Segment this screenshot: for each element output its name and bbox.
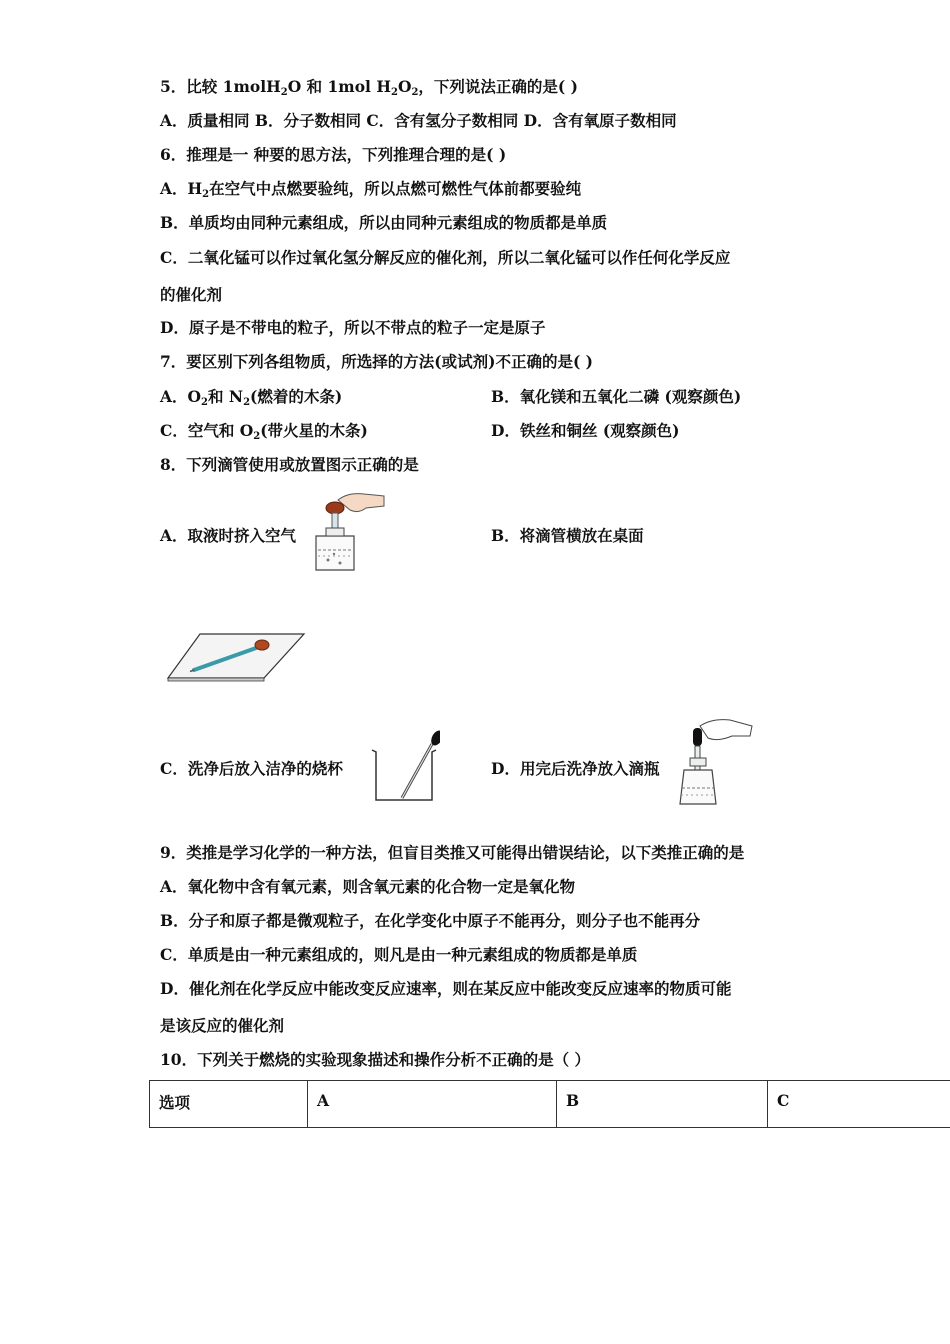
q9-option-b: B．分子和原子都是微观粒子，在化学变化中原子不能再分，则分子也不能再分 xyxy=(160,911,701,930)
q8-option-c: C．洗净后放入洁净的烧杯 xyxy=(160,759,343,778)
q9-option-a: A．氧化物中含有氧元素，则含氧元素的化合物一定是氧化物 xyxy=(160,877,576,896)
q5-stem: 5．比较 1molH$_2$O 和 1mol $H_2O_2$，下列说法正确的是( ) xyxy=(160,77,578,98)
q6-option-b: B．单质均由同种元素组成，所以由同种元素组成的物质都是单质 xyxy=(160,213,608,232)
table-header-option: 选项 xyxy=(150,1081,308,1128)
q7-option-d: D．铁丝和铜丝 (观察颜色) xyxy=(491,421,680,440)
table-header-c: C xyxy=(768,1081,950,1128)
table-row xyxy=(150,1081,950,1128)
q8-stem: 8．下列滴管使用或放置图示正确的是 xyxy=(160,455,419,474)
q10-options-table xyxy=(149,1080,950,1128)
q6-option-a: A．$H_2$在空气中点燃要验纯，所以点燃可燃性气体前都要验纯 xyxy=(160,179,582,200)
figure-d-dropper-into-bottle xyxy=(676,716,756,808)
q6-option-c-line1: C．二氧化锰可以作过氧化氢分解反应的催化剂，所以二氧化锰可以作任何化学反应 xyxy=(160,248,731,267)
q7-stem: 7．要区别下列各组物质，所选择的方法(或试剂)不正确的是( ) xyxy=(160,352,594,371)
q10-stem: 10．下列关于燃烧的实验现象描述和操作分析不正确的是（ ） xyxy=(160,1050,590,1069)
q9-option-d-line2: 是该反应的催化剂 xyxy=(160,1016,285,1035)
q9-stem: 9．类推是学习化学的一种方法，但盲目类推又可能得出错误结论，以下类推正确的是 xyxy=(160,843,745,862)
table-header-a: A xyxy=(308,1081,557,1128)
q8-option-d: D．用完后洗净放入滴瓶 xyxy=(491,759,660,778)
q6-stem: 6．推理是一 种要的思方法，下列推理合理的是( ) xyxy=(160,145,507,164)
q6-option-c-line2: 的催化剂 xyxy=(160,285,223,304)
q7-option-b: B．氧化镁和五氧化二磷 (观察颜色) xyxy=(491,387,742,406)
table-header-b: B xyxy=(557,1081,768,1128)
q5-options: A．质量相同 B．分子数相同 C．含有氢分子数相同 D．含有氧原子数相同 xyxy=(160,111,677,130)
figure-c-dropper-in-beaker xyxy=(368,726,440,804)
q7-option-c: C．空气和 $O_2$(带火星的木条) xyxy=(160,421,368,442)
figure-a-dropper-in-bottle xyxy=(308,488,390,576)
q9-option-c: C．单质是由一种元素组成的，则凡是由一种元素组成的物质都是单质 xyxy=(160,945,638,964)
q6-option-d: D．原子是不带电的粒子，所以不带点的粒子一定是原子 xyxy=(160,318,546,337)
figure-b-dropper-on-table xyxy=(164,628,306,684)
q7-option-a: A．$O_2$和 $N_2$(燃着的木条) xyxy=(160,387,343,408)
q8-option-b: B．将滴管横放在桌面 xyxy=(491,526,644,545)
q9-option-d-line1: D．催化剂在化学反应中能改变反应速率，则在某反应中能改变反应速率的物质可能 xyxy=(160,979,732,998)
q8-option-a: A．取液时挤入空气 xyxy=(160,526,297,545)
